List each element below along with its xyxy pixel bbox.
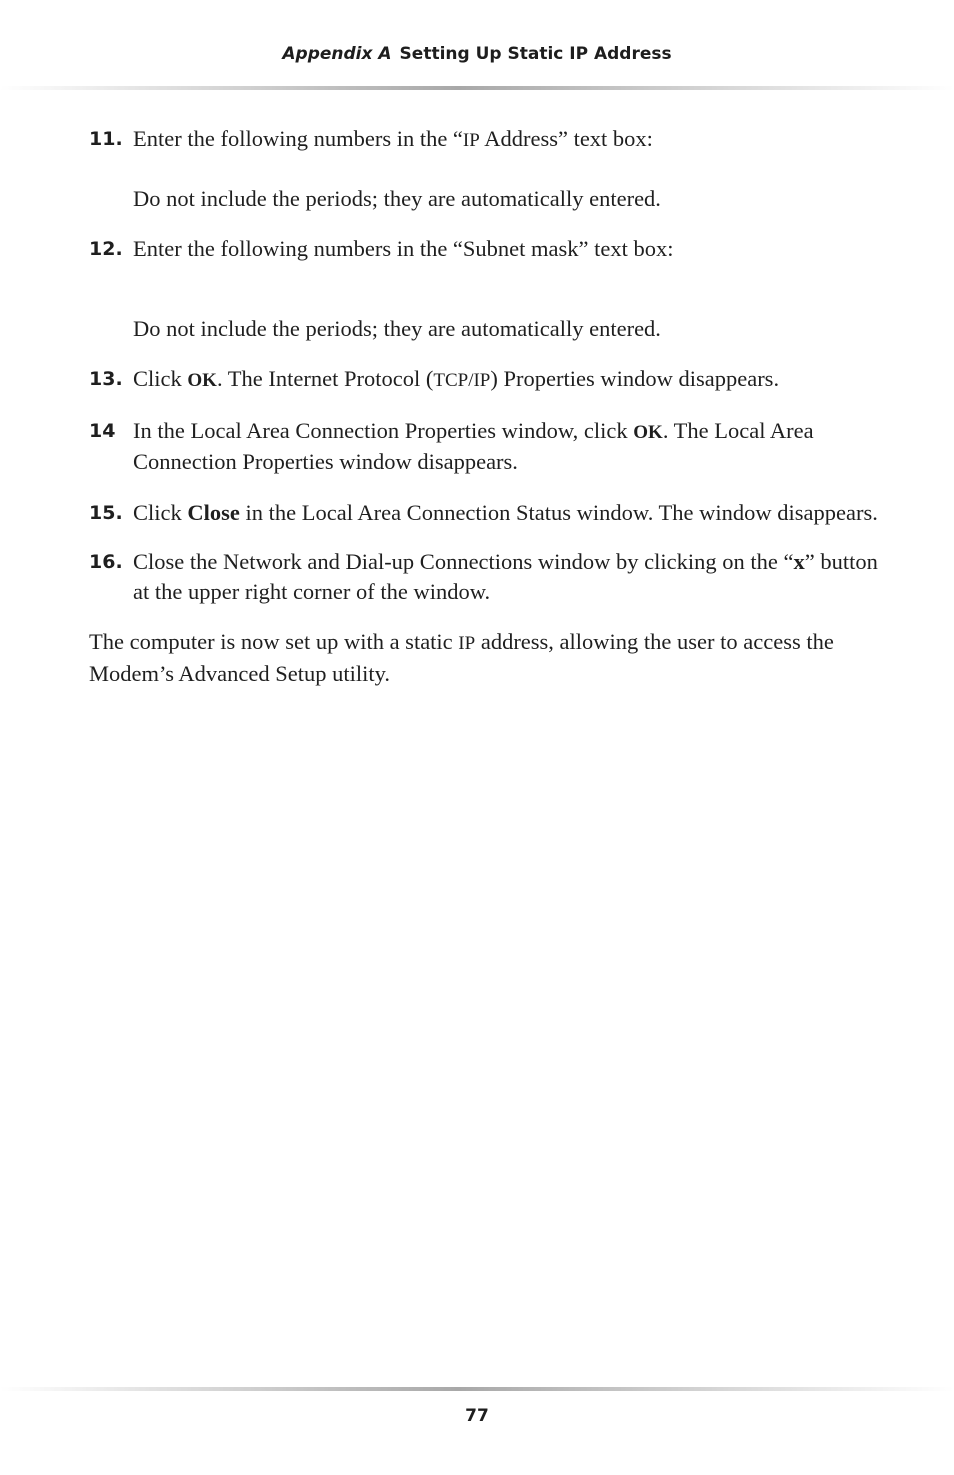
header-title: Setting Up Static IP Address — [399, 44, 672, 64]
step-11 — [89, 124, 879, 156]
step-15 — [89, 498, 879, 528]
step-number: 12. — [89, 238, 123, 260]
step-number: 13. — [89, 368, 123, 390]
step-number: 14 — [89, 419, 116, 442]
step-text: Click OK. The Internet Protocol (TCP/IP) Properties window disappears. — [133, 366, 780, 391]
header-appendix-label: Appendix A — [282, 44, 392, 64]
step-12 — [89, 234, 879, 264]
step-text: Click Close in the Local Area Connection Status window. The window disappears. — [133, 499, 878, 525]
step-12-note: Do not include the periods; they are automatically entered. — [133, 315, 661, 341]
page-content — [89, 124, 879, 688]
step-14 — [89, 416, 879, 477]
step-number: 15. — [89, 501, 123, 524]
step-16 — [89, 547, 879, 606]
step-13 — [89, 364, 879, 396]
page-number: 77 — [465, 1406, 489, 1426]
page-header — [0, 44, 954, 64]
header-rule — [0, 86, 954, 90]
closing-paragraph: The computer is now set up with a static IP address, allowing the user to access the Modem’s Advanced Setup utility. — [89, 629, 834, 686]
footer-rule — [0, 1387, 954, 1391]
step-11-note: Do not include the periods; they are automatically entered. — [133, 185, 661, 211]
step-text: In the Local Area Connection Properties window, click OK. The Local Area Connection Properties window disappears. — [133, 417, 814, 474]
step-text: Close the Network and Dial-up Connections window by clicking on the “x” button at the upper right corner of the window. — [133, 549, 878, 604]
step-text: Enter the following numbers in the “IP Address” text box: — [133, 126, 653, 151]
step-number: 16. — [89, 551, 123, 573]
step-text: Enter the following numbers in the “Subnet mask” text box: — [133, 236, 674, 261]
step-number: 11. — [89, 128, 123, 150]
